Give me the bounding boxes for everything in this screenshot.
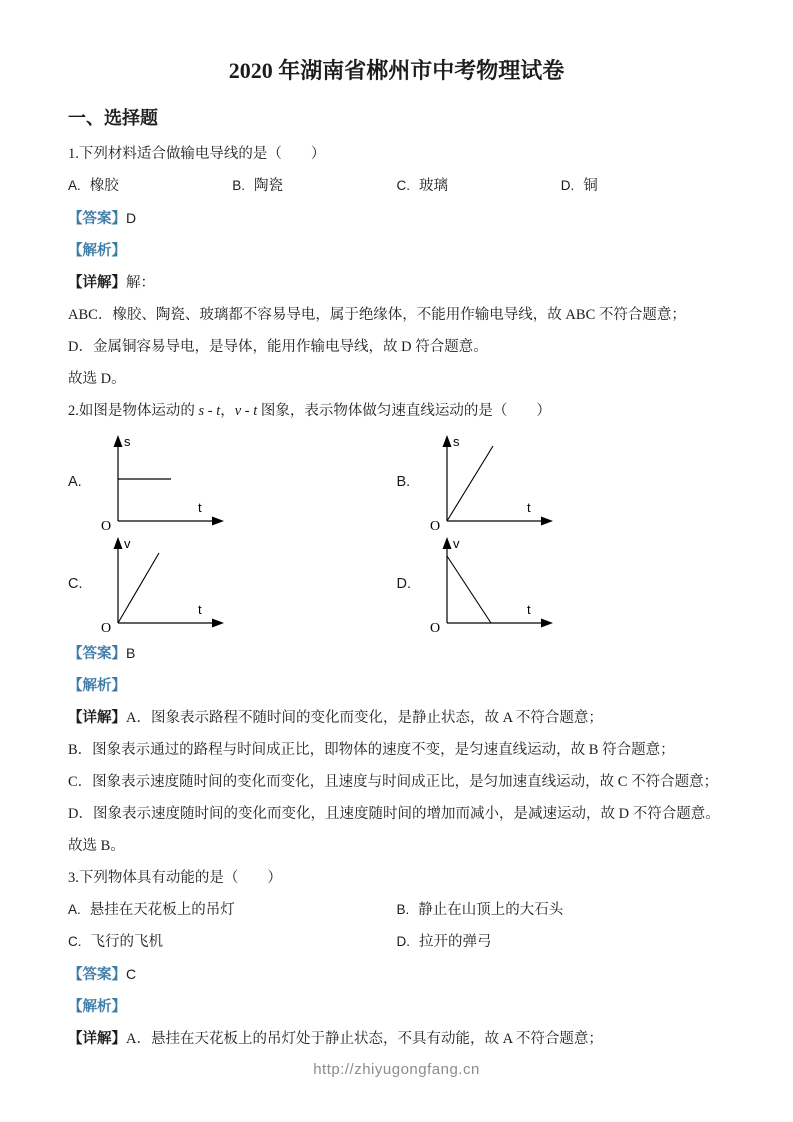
q3-option-b-text: 静止在山顶上的大石头 xyxy=(418,902,564,918)
q2-conclusion: 故选 B。 xyxy=(68,838,125,854)
q1-detail-line xyxy=(68,273,725,293)
q1-explanation-abc: ABC．橡胶、陶瓷、玻璃都不容易导电，属于绝缘体，不能用作输电导线，故 ABC 不符合题意； xyxy=(68,307,686,323)
q3-option-d xyxy=(397,932,726,952)
q3-option-c-text: 飞行的飞机 xyxy=(90,934,163,950)
y-axis-arrow-icon xyxy=(442,537,451,549)
q1-option-b-letter: B. xyxy=(232,178,246,193)
graph-curve-rising xyxy=(447,446,493,521)
q3-analysis-line xyxy=(68,997,725,1017)
q1-option-c-letter: C. xyxy=(396,178,410,193)
y-axis-label: v xyxy=(124,536,131,551)
q1-answer-value: D xyxy=(126,210,137,226)
q3-option-a xyxy=(68,900,397,920)
st-graph-horizontal xyxy=(94,433,244,531)
detail-tag: 【详解】 xyxy=(68,710,126,726)
q1-option-c xyxy=(397,176,561,196)
q3-option-c-letter: C. xyxy=(68,934,82,949)
origin-label: O xyxy=(429,621,440,633)
q2-graph-d xyxy=(397,535,726,633)
q1-stem: 1.下列材料适合做输电导线的是（ ） xyxy=(68,146,326,162)
answer-tag: 【答案】 xyxy=(68,211,126,227)
q1-conclusion: 故选 D。 xyxy=(68,371,126,387)
q3-option-d-text: 拉开的弹弓 xyxy=(419,934,492,950)
q1-explanation-d: D．金属铜容易导电，是导体，能用作输电导线，故 D 符合题意。 xyxy=(68,339,488,355)
answer-tag: 【答案】 xyxy=(68,967,126,983)
q1-option-d-letter: D. xyxy=(560,178,575,193)
q2-stem-st: s - t xyxy=(198,403,221,419)
q3-stem: 3.下列物体具有动能的是（ ） xyxy=(68,870,282,886)
q2-answer-line xyxy=(68,643,725,664)
q2-graph-b-label: B. xyxy=(396,474,411,490)
q1-analysis-line xyxy=(68,241,725,261)
y-axis-label: s xyxy=(124,434,131,449)
q2-explanation-d: D．图象表示速度随时间的变化而变化，且速度随时间的增加而减小，是减速运动，故 D 不符合题意。 xyxy=(68,806,720,822)
y-axis-label: v xyxy=(452,536,459,551)
q2-analysis-line xyxy=(68,676,725,696)
q1-option-b-text: 陶瓷 xyxy=(254,178,284,194)
footer-url-link[interactable]: http://zhiyugongfang.cn xyxy=(313,1061,480,1078)
x-axis-arrow-icon xyxy=(212,517,224,526)
q2-answer-value: B xyxy=(126,645,136,661)
q2-graph-a xyxy=(68,433,397,531)
q2-stem-suffix: 图象，表示物体做匀速直线运动的是（ ） xyxy=(257,403,551,419)
x-axis-label: t xyxy=(526,500,531,515)
graph-curve-rising xyxy=(118,553,159,623)
origin-label: O xyxy=(429,519,440,531)
q2-graphs xyxy=(68,433,725,633)
st-graph-rising xyxy=(423,433,573,531)
analysis-tag: 【解析】 xyxy=(68,243,126,259)
q2-explanation-b: B．图象表示通过的路程与时间成正比，即物体的速度不变，是匀速直线运动，故 B 符合题意； xyxy=(68,742,675,758)
q1-option-d xyxy=(561,176,725,196)
q1-option-c-text: 玻璃 xyxy=(419,178,448,194)
q2-graph-c xyxy=(68,535,397,633)
q2-stem xyxy=(68,401,725,421)
detail-tag: 【详解】 xyxy=(68,275,126,291)
x-axis-arrow-icon xyxy=(212,619,224,628)
section-heading: 一、选择题 xyxy=(68,108,158,128)
detail-tag: 【详解】 xyxy=(68,1031,126,1047)
q3-explanation-a: A．悬挂在天花板上的吊灯处于静止状态，不具有动能，故 A 不符合题意； xyxy=(126,1031,603,1047)
x-axis-arrow-icon xyxy=(541,517,553,526)
q2-detail-line-a xyxy=(68,708,725,728)
q1-answer-line xyxy=(68,208,725,229)
q3-options-row-1 xyxy=(68,900,725,920)
analysis-tag: 【解析】 xyxy=(68,678,126,694)
analysis-tag: 【解析】 xyxy=(68,999,126,1015)
x-axis-label: t xyxy=(198,602,202,617)
q3-option-a-letter: A. xyxy=(68,902,81,917)
y-axis-arrow-icon xyxy=(442,435,451,447)
origin-label: O xyxy=(101,621,112,633)
q3-answer-line xyxy=(68,964,725,985)
graph-curve-falling xyxy=(447,556,491,623)
y-axis-arrow-icon xyxy=(114,537,123,549)
x-axis-arrow-icon xyxy=(541,619,553,628)
q1-option-a-letter: A. xyxy=(68,178,81,193)
answer-tag: 【答案】 xyxy=(68,646,126,662)
y-axis-label: s xyxy=(452,434,459,449)
q2-stem-comma: ， xyxy=(220,403,235,419)
x-axis-label: t xyxy=(198,500,202,515)
q2-explanation-a: A．图象表示路程不随时间的变化而变化，是静止状态，故 A 不符合题意； xyxy=(126,710,603,726)
q1-option-d-text: 铜 xyxy=(583,178,598,194)
q3-option-d-letter: D. xyxy=(396,934,410,949)
q3-detail-line-a xyxy=(68,1029,725,1049)
footer xyxy=(0,1061,793,1078)
q3-option-c xyxy=(68,932,397,952)
q1-option-b xyxy=(232,176,396,196)
q3-option-a-text: 悬挂在天花板上的吊灯 xyxy=(89,902,235,918)
q2-stem-vt: v - t xyxy=(234,403,258,419)
q2-graph-b xyxy=(397,433,726,531)
q1-option-a-text: 橡胶 xyxy=(89,178,119,194)
q1-detail-lead: 解： xyxy=(126,275,155,291)
q3-option-b xyxy=(397,900,726,920)
q2-graph-d-label: D. xyxy=(396,576,411,592)
vt-graph-falling xyxy=(423,535,573,633)
q2-stem-prefix: 2.如图是物体运动的 xyxy=(68,403,199,419)
q2-graph-a-label: A. xyxy=(68,474,82,490)
q3-options-row-2 xyxy=(68,932,725,952)
x-axis-label: t xyxy=(526,602,531,617)
q1-options xyxy=(68,176,725,196)
q1-option-a xyxy=(68,176,232,196)
q2-graph-c-label: C. xyxy=(68,576,83,592)
q3-answer-value: C xyxy=(126,966,137,982)
vt-graph-rising xyxy=(94,535,244,633)
y-axis-arrow-icon xyxy=(114,435,123,447)
page-title: 2020 年湖南省郴州市中考物理试卷 xyxy=(228,58,565,83)
q2-explanation-c: C．图象表示速度随时间的变化而变化，且速度与时间成正比，是匀加速直线运动，故 C 不符合题意； xyxy=(68,774,719,790)
origin-label: O xyxy=(101,519,112,531)
q3-option-b-letter: B. xyxy=(396,902,410,917)
